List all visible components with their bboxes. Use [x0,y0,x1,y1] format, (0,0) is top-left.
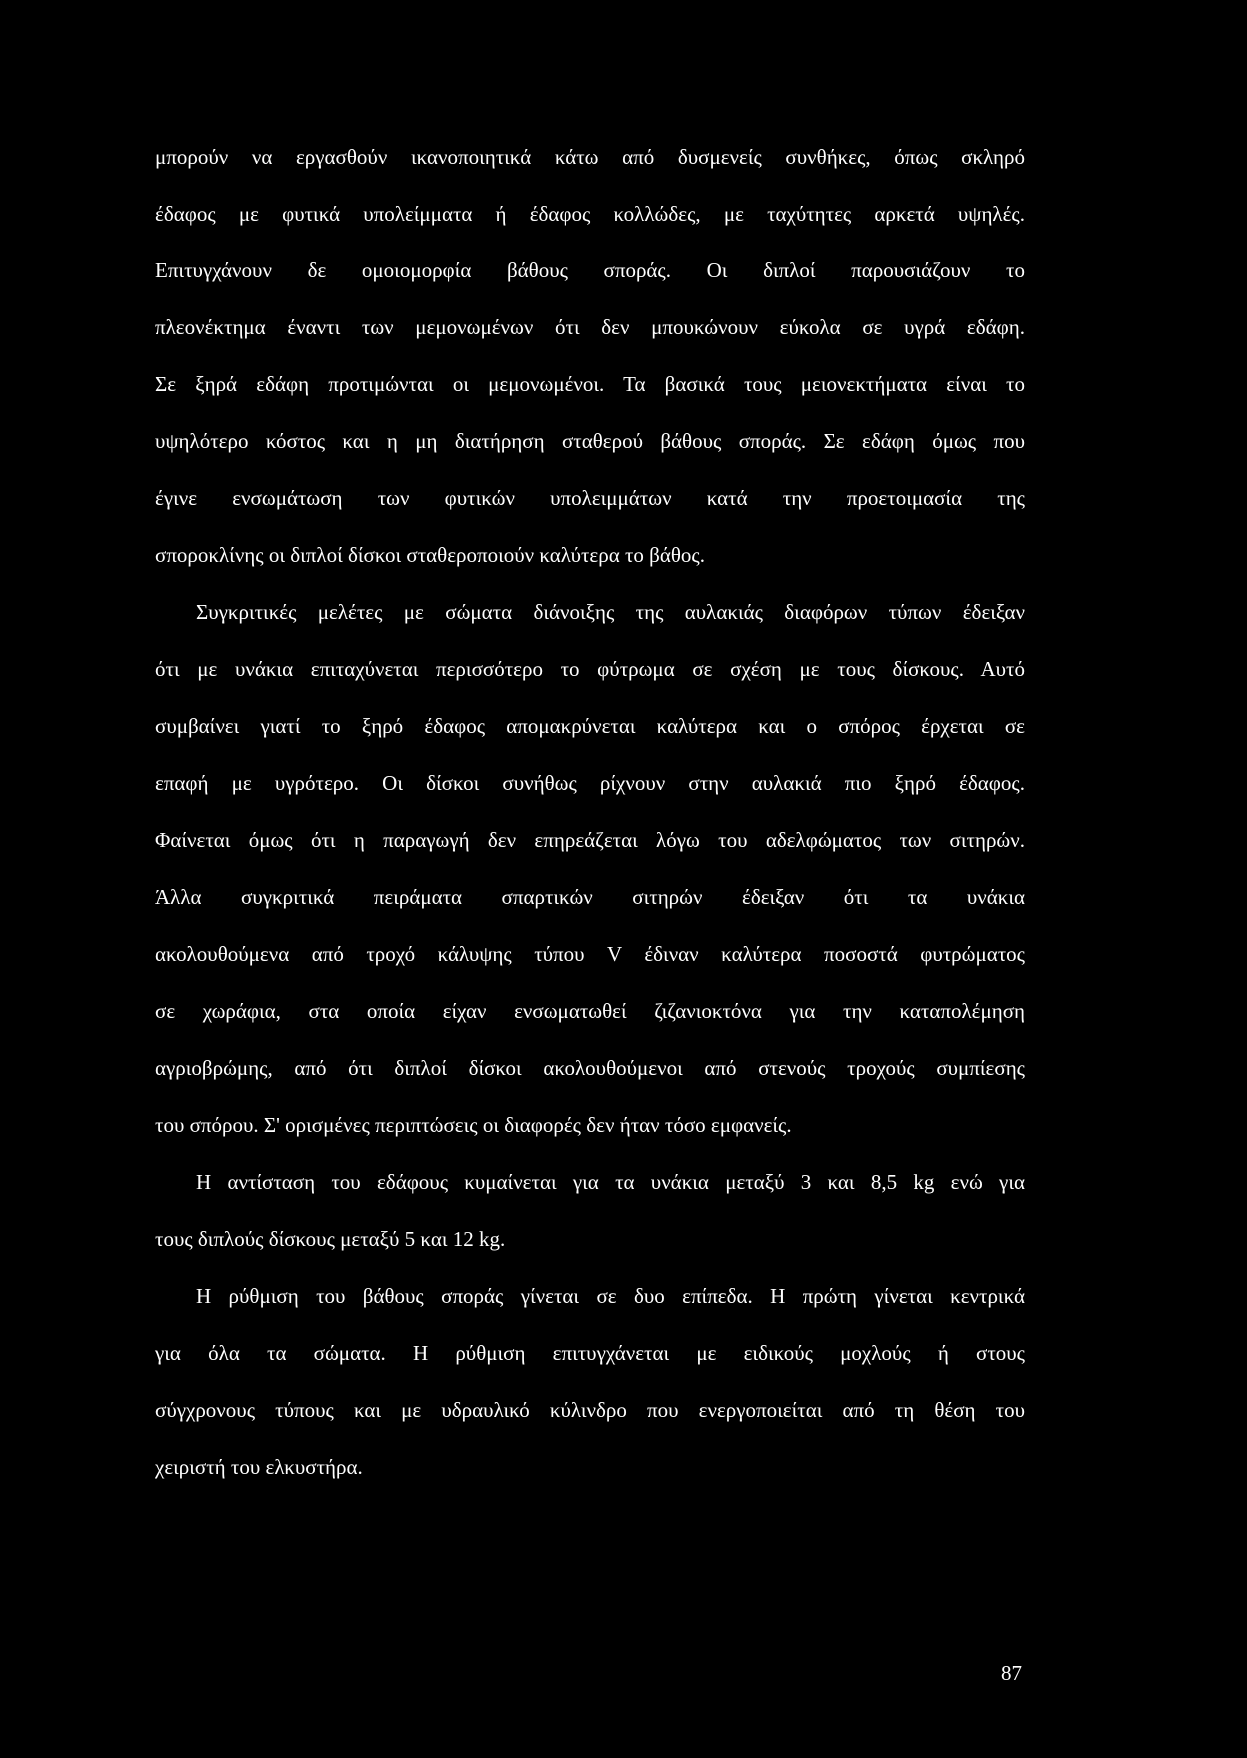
page-number: 87 [1001,1661,1022,1685]
text-line: συμβαίνει γιατί το ξηρό έδαφος απομακρύνεται καλύτερα και ο σπόρος έρχεται σε [155,714,1025,738]
text-line: αγριοβρώμης, από ότι διπλοί δίσκοι ακολουθούμενοι από στενούς τροχούς συμπίεσης [155,1056,1025,1080]
text-line: για όλα τα σώματα. Η ρύθμιση επιτυγχάνεται με ειδικούς μοχλούς ή στους [155,1341,1025,1365]
text-line: σύγχρονους τύπους και με υδραυλικό κύλινδρο που ενεργοποιείται από τη θέση του [155,1398,1025,1422]
text-line: Άλλα συγκριτικά πειράματα σπαρτικών σιτηρών έδειξαν ότι τα υνάκια [155,885,1025,909]
text-line: του σπόρου. Σ' ορισμένες περιπτώσεις οι διαφορές δεν ήταν τόσο εμφανείς. [155,1113,792,1137]
text-line: Συγκριτικές μελέτες με σώματα διάνοιξης της αυλακιάς διαφόρων τύπων έδειξαν [196,600,1025,624]
text-line: ότι με υνάκια επιταχύνεται περισσότερο το φύτρωμα σε σχέση με τους δίσκους. Αυτό [155,657,1025,681]
text-line: επαφή με υγρότερο. Οι δίσκοι συνήθως ρίχνουν στην αυλακιά πιο ξηρό έδαφος. [155,771,1025,795]
text-line: πλεονέκτημα έναντι των μεμονωμένων ότι δεν μπουκώνουν εύκολα σε υγρά εδάφη. [155,315,1025,339]
text-line: ακολουθούμενα από τροχό κάλυψης τύπου V έδιναν καλύτερα ποσοστά φυτρώματος [155,942,1025,966]
text-line: Η ρύθμιση του βάθους σποράς γίνεται σε δυο επίπεδα. Η πρώτη γίνεται κεντρικά [196,1284,1025,1308]
text-line: Επιτυγχάνουν δε ομοιομορφία βάθους σποράς. Οι διπλοί παρουσιάζουν το [155,258,1025,282]
text-line: σε χωράφια, στα οποία είχαν ενσωματωθεί ζιζανιοκτόνα για την καταπολέμηση [155,999,1025,1023]
text-line: έγινε ενσωμάτωση των φυτικών υπολειμμάτων κατά την προετοιμασία της [155,486,1025,510]
text-line: έδαφος με φυτικά υπολείμματα ή έδαφος κολλώδες, με ταχύτητες αρκετά υψηλές. [155,202,1025,226]
text-line: Σε ξηρά εδάφη προτιμώνται οι μεμονωμένοι. Τα βασικά τους μειονεκτήματα είναι το [155,372,1025,396]
text-line: σποροκλίνης οι διπλοί δίσκοι σταθεροποιούν καλύτερα το βάθος. [155,543,705,567]
text-line: Φαίνεται όμως ότι η παραγωγή δεν επηρεάζεται λόγω του αδελφώματος των σιτηρών. [155,828,1025,852]
text-line: τους διπλούς δίσκους μεταξύ 5 και 12 kg. [155,1227,506,1251]
text-line: χειριστή του ελκυστήρα. [155,1455,363,1479]
text-line: μπορούν να εργασθούν ικανοποιητικά κάτω από δυσμενείς συνθήκες, όπως σκληρό [155,145,1025,169]
text-line: Η αντίσταση του εδάφους κυμαίνεται για τα υνάκια μεταξύ 3 και 8,5 kg ενώ για [196,1170,1025,1194]
text-line: υψηλότερο κόστος και η μη διατήρηση σταθερού βάθους σποράς. Σε εδάφη όμως που [155,429,1025,453]
